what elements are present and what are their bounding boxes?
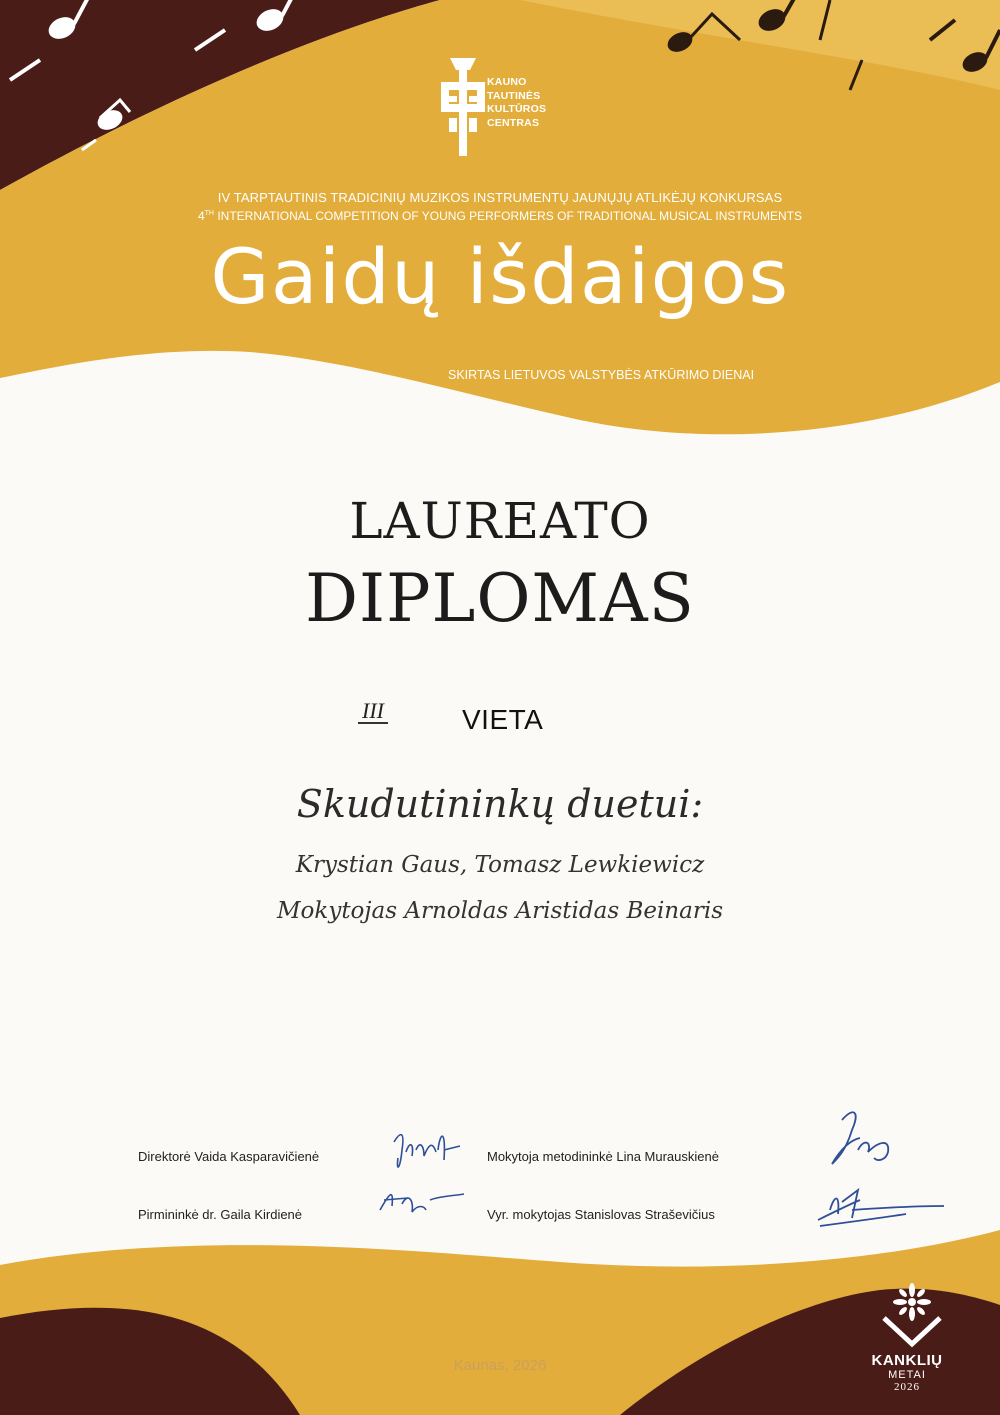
recipient-teacher: Mokytojas Arnoldas Aristidas Beinaris [276, 898, 723, 924]
competition-title-en-ordinal: 4 [197, 209, 205, 223]
kankliu-year-line2: METAI [888, 1369, 926, 1381]
signature-methodist-label: Mokytoja metodininkė Lina Murauskienė [487, 1149, 719, 1164]
recipient-members: Krystian Gaus, Tomasz Lewkiewicz [295, 852, 705, 878]
place-number: III [358, 700, 388, 724]
handwritten-signature [832, 1112, 888, 1164]
diploma-title-line2: DIPLOMAS [305, 560, 695, 637]
kankliu-year-line3: 2026 [894, 1381, 920, 1393]
recipient-name: Skudutininkų duetui: [296, 782, 704, 826]
place-date: Kaunas, 2026 [453, 1357, 547, 1374]
diploma-title-line1: LAUREATO [349, 492, 651, 550]
organizer-line: CENTRAS [487, 116, 540, 129]
kankliu-year-label [862, 1352, 952, 1393]
organizer-line: KULTŪROS [487, 103, 547, 115]
signature-senior-teacher-label: Vyr. mokytojas Stanislovas Straševičius [487, 1207, 715, 1222]
signature-director-label: Direktorė Vaida Kasparavičienė [138, 1149, 320, 1164]
organizer-line: KAUNO [487, 76, 527, 88]
handwritten-signature [394, 1135, 460, 1167]
place-label: VIETA [462, 704, 544, 735]
competition-title-en-suffix: TH [204, 210, 214, 217]
competition-name: Gaidų išdaigos [210, 232, 790, 321]
competition-title-en-text: INTERNATIONAL COMPETITION OF YOUNG PERFORMERS OF TRADITIONAL MUSICAL INSTRUMENTS [213, 209, 803, 223]
competition-title-lt: IV TARPTAUTINIS TRADICINIŲ MUZIKOS INSTRUMENTŲ JAUNŲJŲ ATLIKĖJŲ KONKURSAS [217, 190, 783, 205]
kankliu-year-line1: KANKLIŲ [871, 1352, 943, 1369]
handwritten-signature [380, 1194, 464, 1212]
competition-title-en [0, 209, 1000, 223]
signature-chair-label: Pirmininkė dr. Gaila Kirdienė [138, 1207, 303, 1222]
organizer-line: TAUTINĖS [487, 89, 541, 102]
handwritten-signature [818, 1190, 944, 1226]
organizer-name [487, 76, 546, 130]
competition-dedication: SKIRTAS LIETUVOS VALSTYBĖS ATKŪRIMO DIENAI [448, 368, 755, 382]
